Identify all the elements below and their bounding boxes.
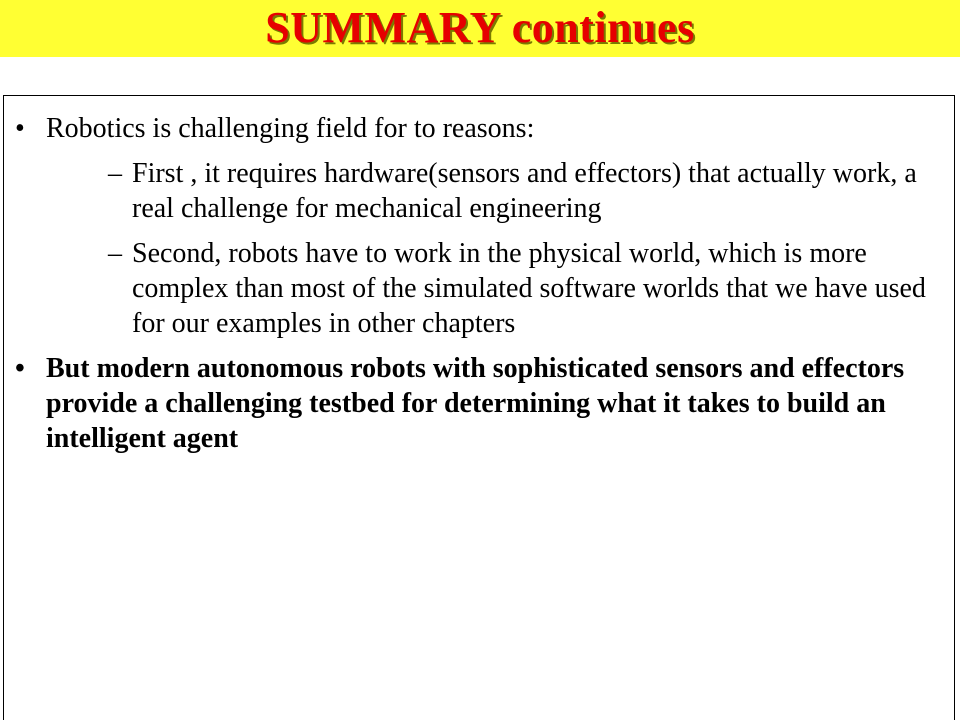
slide-title: SUMMARY continues: [265, 3, 695, 52]
sub-bullet-marker: –: [108, 158, 122, 189]
sub-bullet-list: [46, 156, 944, 341]
bullet-marker: •: [15, 353, 25, 384]
bullet-text: But modern autonomous robots with sophisticated sensors and effectors provide a challenging testbed for determining what it takes to build an intelligent agent: [46, 353, 905, 454]
title-bar: [0, 0, 960, 57]
bullet-list: [4, 111, 944, 456]
sub-bullet-item: [46, 236, 944, 341]
sub-bullet-marker: –: [108, 238, 122, 269]
bullet-item: [4, 111, 944, 341]
bullet-text: Robotics is challenging field for to reasons:: [46, 113, 535, 144]
sub-bullet-item: [46, 156, 944, 226]
sub-bullet-text: Second, robots have to work in the physical world, which is more complex than most of the simulated software worlds that we have used for our examples in other chapters: [132, 238, 926, 339]
bullet-marker: •: [15, 113, 25, 144]
bullet-item: [4, 351, 944, 456]
sub-bullet-text: First , it requires hardware(sensors and effectors) that actually work, a real challenge for mechanical engineering: [132, 158, 917, 224]
content-box: [3, 95, 955, 720]
